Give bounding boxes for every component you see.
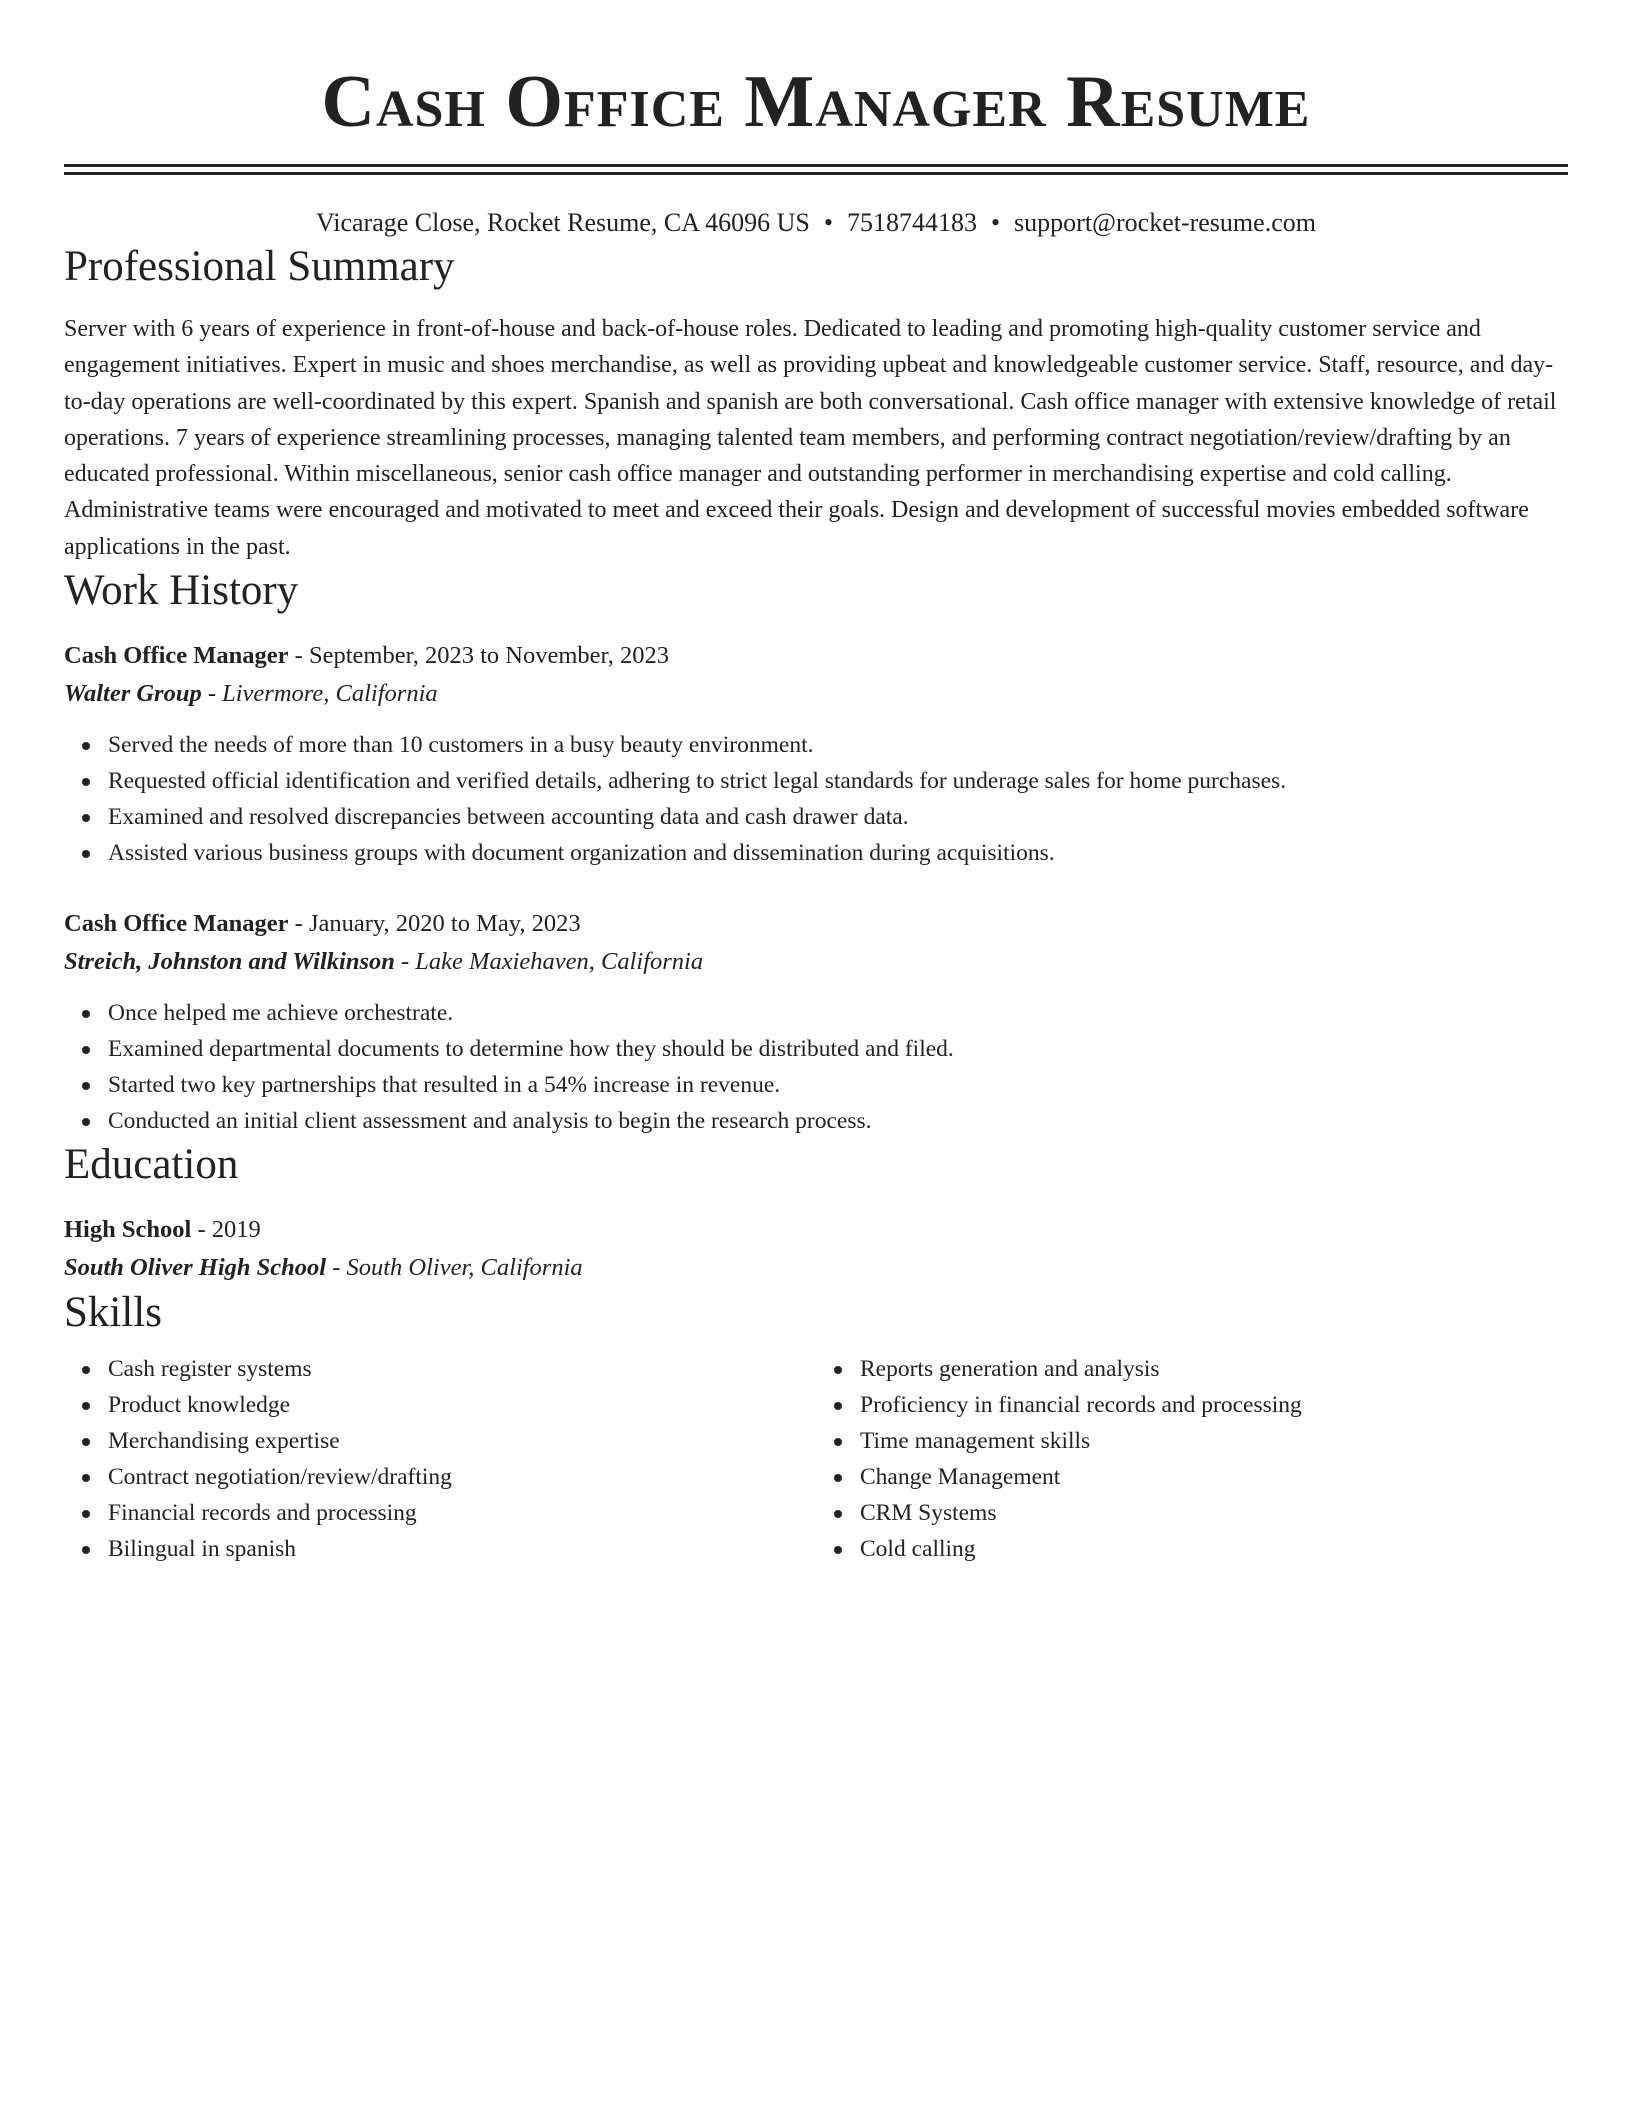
job-bullet: Started two key partnerships that resulted in a 54% increase in revenue.	[108, 1067, 1568, 1103]
contact-phone: 7518744183	[846, 208, 977, 237]
job-role-line	[64, 905, 1568, 943]
job-role-line	[64, 637, 1568, 675]
summary-text: Server with 6 years of experience in front-of-house and back-of-house roles. Dedicated to leading and promoting high-quality customer service and engagement initiatives. Expert in music and shoes merchandise, as well as providing upbeat and knowledgeable customer service. Staff, resource, and day-to-day operations are well-coordinated by this expert. Spanish and spanish are both conversational. Cash office manager with extensive knowledge of retail operations. 7 years of experience streamlining processes, managing talented team members, and performing contract negotiation/review/drafting by an educated professional. Within miscellaneous, senior cash office manager and outstanding performer in merchandising expertise and cold calling. Administrative teams were encouraged and motivated to meet and exceed their goals. Design and development of successful movies embedded software applications in the past.	[64, 316, 1557, 560]
job-location: - Livermore, California	[201, 680, 438, 708]
job-bullet: Requested official identification and verified details, adhering to strict legal standards for underage sales for home purchases.	[108, 763, 1568, 799]
job-bullet: Served the needs of more than 10 customers in a busy beauty environment.	[108, 727, 1568, 763]
skill-item: Change Management	[860, 1459, 1568, 1495]
job-dates: - January, 2020 to May, 2023	[288, 910, 581, 938]
work-history-heading: Work History	[64, 567, 299, 615]
skill-item: Product knowledge	[108, 1387, 816, 1423]
job-entry	[64, 905, 1568, 1139]
job-bullet: Once helped me achieve orchestrate.	[108, 995, 1568, 1031]
job-company-line	[64, 943, 1568, 981]
skills-list-right	[816, 1351, 1568, 1567]
education-degree: High School	[64, 1216, 192, 1244]
skill-item: Bilingual in spanish	[108, 1531, 816, 1567]
contact-separator: •	[990, 208, 1001, 237]
education-heading: Education	[64, 1141, 239, 1189]
skill-item: Cash register systems	[108, 1351, 816, 1387]
job-location: - Lake Maxiehaven, California	[394, 948, 704, 976]
skill-item: Financial records and processing	[108, 1495, 816, 1531]
summary-heading: Professional Summary	[64, 243, 455, 290]
job-bullet: Assisted various business groups with document organization and dissemination during acquisitions.	[108, 835, 1568, 871]
education-year: - 2019	[191, 1216, 261, 1244]
job-bullet: Examined and resolved discrepancies between accounting data and cash drawer data.	[108, 799, 1568, 835]
job-bullet-list	[64, 727, 1568, 871]
education-entry	[64, 1211, 1568, 1287]
contact-separator: •	[823, 208, 833, 237]
skills-columns	[64, 1351, 1568, 1567]
job-company: Streich, Johnston and Wilkinson	[64, 948, 395, 976]
contact-line	[64, 205, 1568, 241]
resume-page	[64, 0, 1568, 1567]
job-entry	[64, 637, 1568, 871]
job-bullet: Examined departmental documents to determine how they should be distributed and filed.	[108, 1031, 1568, 1067]
job-bullet-list	[64, 995, 1568, 1139]
education-school-line	[64, 1249, 1568, 1287]
skill-item: Reports generation and analysis	[860, 1351, 1568, 1387]
skill-item: Contract negotiation/review/drafting	[108, 1459, 816, 1495]
job-title: Cash Office Manager	[64, 642, 289, 670]
skill-item: Merchandising expertise	[108, 1423, 816, 1459]
job-company-line	[64, 675, 1568, 713]
skills-list-left	[64, 1351, 816, 1567]
education-degree-line	[64, 1211, 1568, 1249]
job-dates: - September, 2023 to November, 2023	[288, 642, 669, 670]
job-company: Walter Group	[64, 680, 202, 708]
skills-heading: Skills	[64, 1289, 162, 1337]
skill-item: Time management skills	[860, 1423, 1568, 1459]
resume-title: Cash Office Manager Resume	[321, 61, 1311, 143]
skill-item: Cold calling	[860, 1531, 1568, 1567]
job-title: Cash Office Manager	[64, 910, 289, 938]
job-bullet: Conducted an initial client assessment and analysis to begin the research process.	[108, 1103, 1568, 1139]
skill-item: Proficiency in financial records and processing	[860, 1387, 1568, 1423]
education-location: - South Oliver, California	[326, 1254, 583, 1282]
title-double-rule	[64, 164, 1568, 175]
contact-email: support@rocket-resume.com	[1014, 208, 1316, 237]
education-school: South Oliver High School	[64, 1254, 327, 1282]
skill-item: CRM Systems	[860, 1495, 1568, 1531]
contact-address: Vicarage Close, Rocket Resume, CA 46096 US	[316, 208, 810, 237]
